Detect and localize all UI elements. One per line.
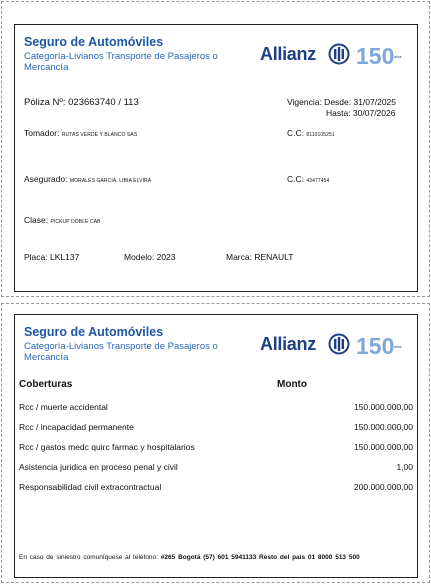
policy-number: Póliza Nº: 023663740 / 113 — [24, 97, 139, 108]
asegurado-id-value: 43477454 — [306, 178, 330, 184]
amount-header: Monto — [277, 379, 307, 390]
anniversary-suffix: años — [394, 345, 402, 349]
coverage-amount: 150.000.000,00 — [353, 402, 413, 412]
anniversary-150-mark — [356, 43, 394, 67]
claims-contact-phones: #265 Bogotá (57) 601 5941133 Resto del país 01 8000 513 500 — [160, 554, 360, 561]
validity-to: Hasta: 30/07/2026 — [326, 108, 396, 118]
tomador-id-value: 8110105251 — [306, 132, 335, 138]
tomador-row — [24, 128, 137, 138]
anniversary-number: 150 — [356, 43, 394, 67]
clase-row — [24, 215, 101, 225]
tomador-label: Tomador: — [24, 128, 60, 138]
coverage-name: Rcc / muerte accidental — [19, 402, 108, 412]
coverage-amount: 200.000.000,00 — [353, 482, 413, 492]
card-subtitle: Categoría-Livianos Transporte de Pasajeros o Mercancía — [24, 341, 218, 363]
anniversary-number: 150 — [356, 333, 394, 357]
tomador-id-label: C.C: — [287, 128, 304, 138]
coverage-name: Rcc / gastos medc quirc farmac y hospitalarios — [19, 442, 195, 452]
claims-contact-note — [19, 554, 360, 561]
coverage-name: Responsabilidad civil extracontractual — [19, 482, 162, 492]
clase-label: Clase: — [24, 215, 49, 225]
anniversary-150-mark — [356, 333, 394, 357]
claims-contact-prefix: En caso de siniestro comuníquese al teléfono: — [19, 554, 158, 561]
card-title: Seguro de Automóviles — [24, 325, 164, 339]
card-subtitle: Categoría-Livianos Transporte de Pasajeros o Mercancía — [24, 51, 218, 73]
coverage-amount: 150.000.000,00 — [353, 442, 413, 452]
clase-value: PICKUP DOBLE CAB — [50, 219, 101, 225]
policy-card — [14, 24, 418, 292]
logo-wordmark: Allianz — [260, 44, 316, 64]
coverage-name: Asistencia juridica en proceso penal y civil — [19, 462, 178, 472]
tomador-id — [287, 128, 335, 138]
allianz-logo — [260, 331, 410, 361]
coverage-amount: 1,00 — [396, 462, 413, 472]
asegurado-row — [24, 174, 151, 184]
coverage-amount: 150.000.000,00 — [353, 422, 413, 432]
coverage-card — [14, 314, 418, 578]
allianz-eagle-icon — [328, 43, 350, 65]
allianz-logo — [260, 41, 410, 71]
vehicle-model: Modelo: 2023 — [124, 252, 176, 262]
allianz-eagle-icon — [328, 333, 350, 355]
logo-wordmark: Allianz — [260, 334, 316, 354]
asegurado-value: MORALES GARCIA, LIBIA ELVIRA — [69, 178, 152, 184]
asegurado-id — [287, 174, 329, 184]
anniversary-suffix: años — [394, 55, 402, 59]
asegurado-id-label: C.C: — [287, 174, 304, 184]
asegurado-label: Asegurado: — [24, 174, 68, 184]
vehicle-brand: Marca: RENAULT — [226, 252, 294, 262]
card-title: Seguro de Automóviles — [24, 35, 164, 49]
coverage-name: Rcc / incapacidad permanente — [19, 422, 134, 432]
validity-from: Vigencia: Desde: 31/07/2025 — [287, 97, 397, 107]
coverage-header: Coberturas — [19, 379, 73, 390]
tomador-value: RUTAS VERDE Y BLANCO SAS — [61, 132, 138, 138]
vehicle-plate: Placa: LKL137 — [24, 252, 80, 262]
